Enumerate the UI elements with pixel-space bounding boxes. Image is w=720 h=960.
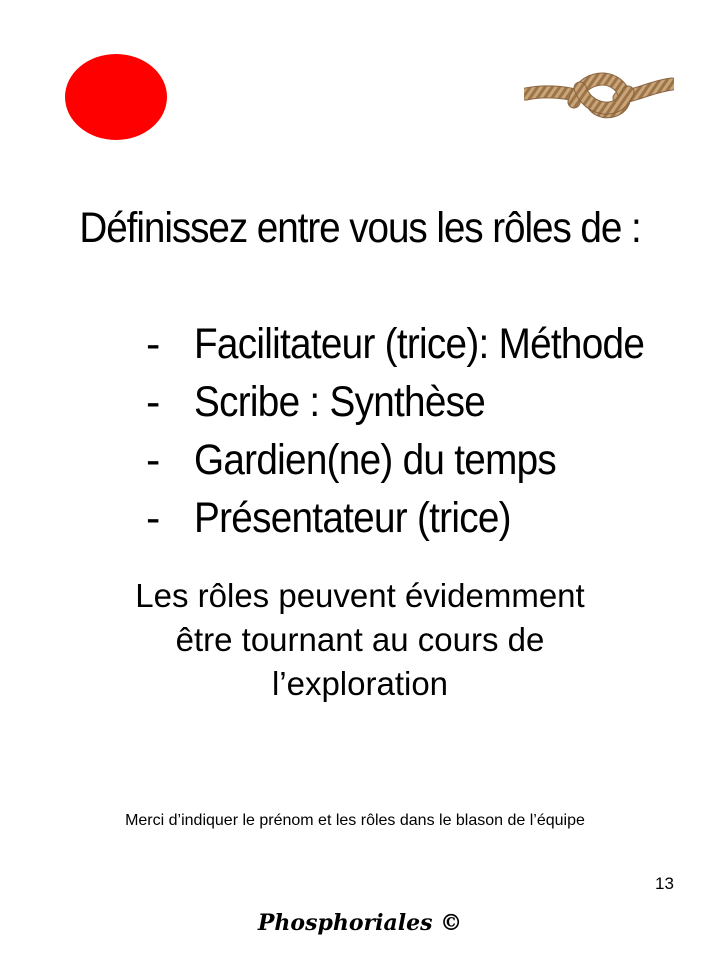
footer-instruction: Merci d’indiquer le prénom et les rôles dans le blason de l’équipe [125, 812, 585, 829]
roles-note [60, 574, 660, 706]
role-label: Scribe : Synthèse [194, 378, 486, 426]
note-line: être tournant au cours de [175, 621, 545, 658]
slide-title: Définissez entre vous les rôles de : [79, 204, 641, 252]
page-number: 13 [655, 874, 674, 893]
list-bullet: - [146, 378, 161, 426]
list-item [140, 318, 720, 376]
list-item [140, 434, 720, 492]
role-label: Gardien(ne) du temps [194, 436, 557, 484]
list-bullet: - [146, 436, 161, 484]
list-bullet: - [146, 320, 161, 368]
list-bullet: - [146, 494, 161, 542]
note-line: Les rôles peuvent évidemment [135, 577, 585, 614]
list-item [140, 492, 720, 550]
brand-signature: Phosphoriales © [257, 910, 463, 936]
role-label: Présentateur (trice) [194, 494, 511, 542]
list-item [140, 376, 720, 434]
note-line: l’exploration [271, 665, 449, 702]
role-label: Facilitateur (trice): Méthode [194, 320, 645, 368]
roles-list [140, 318, 720, 550]
red-circle-icon [65, 54, 167, 140]
rope-knot-icon [524, 62, 674, 122]
